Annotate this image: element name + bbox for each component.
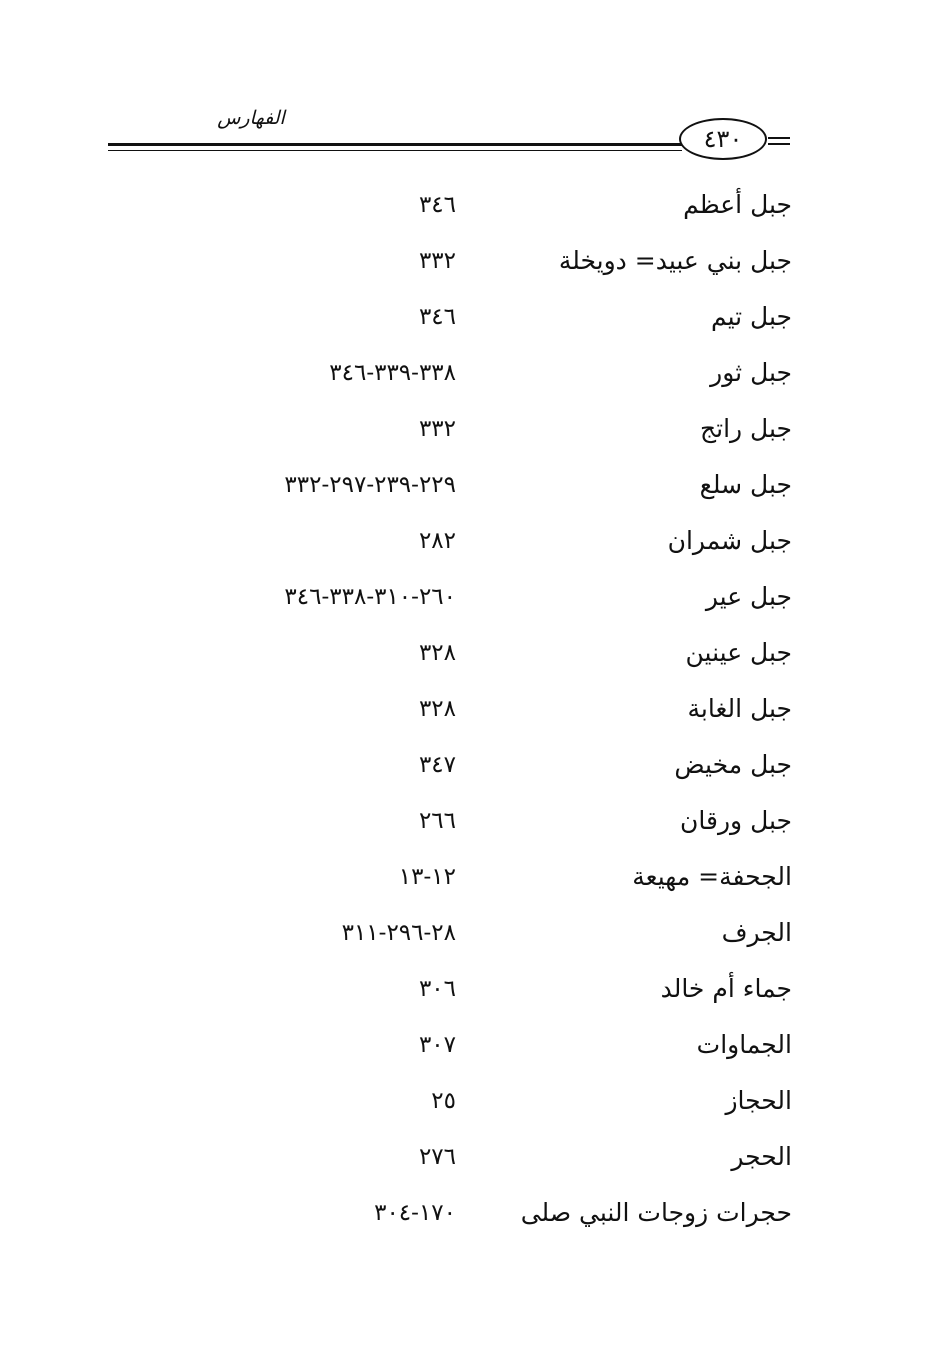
entry-place: جبل أعظم [683, 190, 792, 219]
entry-place: جبل عير [705, 582, 792, 611]
page-number: ٤٣٠ [703, 125, 743, 153]
entry-pages: ٢٢٩-٢٣٩-٢٩٧-٣٣٢ [284, 472, 456, 498]
entry-place: الحجر [731, 1142, 792, 1171]
entry-pages: ٣٢٨ [418, 640, 456, 666]
entry-pages: ٣٤٦ [418, 192, 456, 218]
entry-pages: ٢٦٠-٣١٠-٣٣٨-٣٤٦ [284, 584, 456, 610]
entry-pages: ٢٨-٢٩٦-٣١١ [341, 920, 456, 946]
index-entry [0, 1132, 944, 1188]
index-entry [0, 796, 944, 852]
entry-place: جبل شمران [667, 526, 792, 555]
entry-place: الحجاز [725, 1086, 792, 1115]
index-entry [0, 1076, 944, 1132]
entry-place: الجحفة= مهيعة [632, 862, 792, 891]
index-entry [0, 348, 944, 404]
header-rule-thick [108, 143, 682, 146]
entry-pages: ٢٥ [431, 1088, 456, 1114]
entry-pages: ٣٣٢ [418, 248, 456, 274]
entry-place: جبل ثور [710, 358, 792, 387]
entry-place: جبل مخيض [674, 750, 792, 779]
entry-place: حجرات زوجات النبي صلى [520, 1198, 792, 1227]
index-entry [0, 516, 944, 572]
entry-pages: ١٧٠-٣٠٤ [374, 1200, 456, 1226]
entry-place: جبل الغابة [687, 694, 792, 723]
index-entry [0, 740, 944, 796]
header-rule-thin [108, 150, 682, 151]
index-entry [0, 1020, 944, 1076]
header-rule-right-upper [768, 137, 790, 139]
index-entry [0, 460, 944, 516]
entry-pages: ٣٣٢ [418, 416, 456, 442]
index-entry [0, 292, 944, 348]
entry-pages: ٣٣٨-٣٣٩-٣٤٦ [329, 360, 456, 386]
entry-pages: ٣٤٧ [418, 752, 456, 778]
index-entry [0, 908, 944, 964]
entry-place: جبل بني عبيد= دويخلة [558, 246, 792, 275]
entry-place: جماء أم خالد [660, 974, 792, 1003]
index-entry [0, 404, 944, 460]
entry-pages: ١٢-١٣ [398, 864, 456, 890]
index-entry [0, 180, 944, 236]
index-entry [0, 852, 944, 908]
entry-place: جبل راتج [700, 414, 792, 443]
entry-place: الجماوات [696, 1030, 792, 1059]
entry-pages: ٢٦٦ [418, 808, 456, 834]
index-entry [0, 684, 944, 740]
entry-place: جبل سلع [699, 470, 792, 499]
index-entry [0, 1188, 944, 1244]
entry-pages: ٣٢٨ [418, 696, 456, 722]
index-entry [0, 628, 944, 684]
entry-pages: ٣٠٦ [418, 976, 456, 1002]
index-entry [0, 572, 944, 628]
header-rule-right-lower [768, 143, 790, 145]
entry-pages: ٢٧٦ [418, 1144, 456, 1170]
entry-place: جبل ورقان [680, 806, 792, 835]
page-number-oval [679, 118, 767, 160]
entry-place: جبل عينين [685, 638, 792, 667]
entry-place: الجرف [721, 918, 792, 947]
entry-pages: ٣٤٦ [418, 304, 456, 330]
section-title: الفهارس [217, 107, 285, 129]
entry-pages: ٢٨٢ [418, 528, 456, 554]
entry-pages: ٣٠٧ [418, 1032, 456, 1058]
entry-place: جبل تيم [710, 302, 792, 331]
index-entry [0, 236, 944, 292]
index-entry [0, 964, 944, 1020]
